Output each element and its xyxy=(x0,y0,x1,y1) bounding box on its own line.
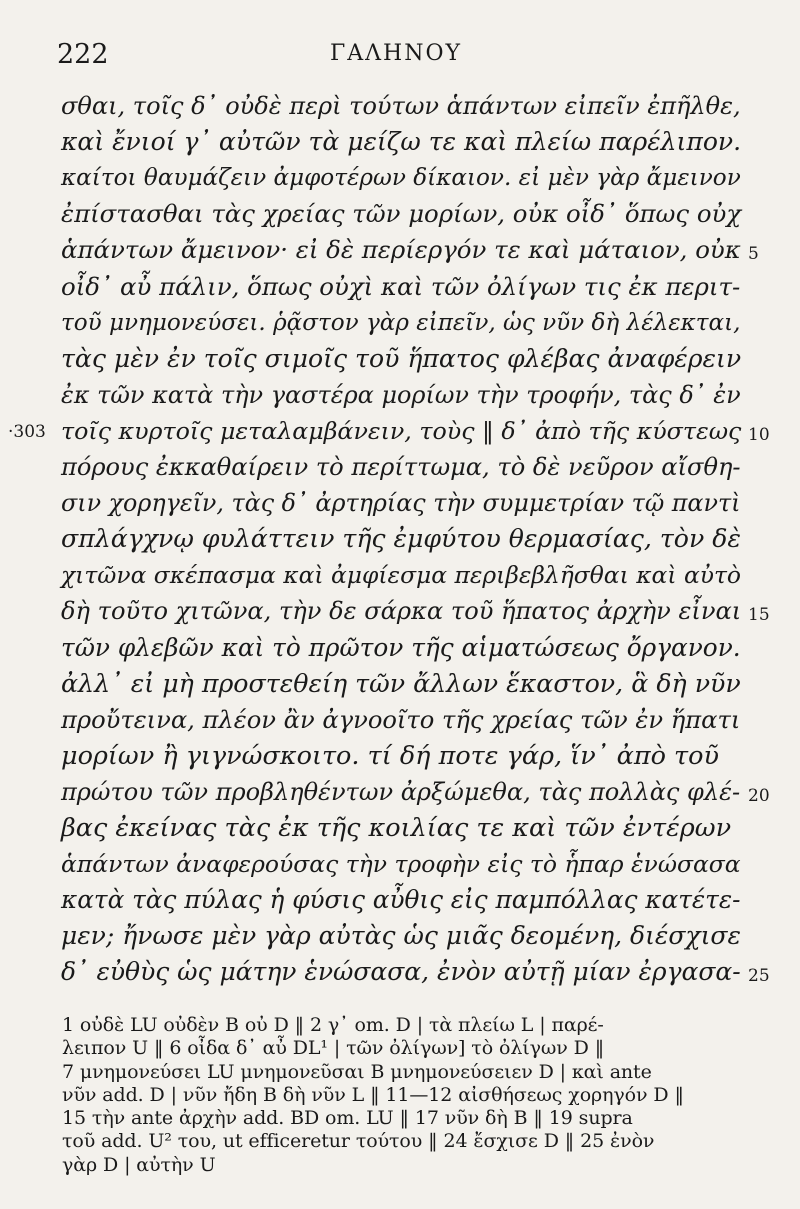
critical-apparatus xyxy=(62,1014,742,1177)
text-line: σιν χορηγεῖν, τὰς δ᾿ ἀρτηρίας τὴν συμμετρίαν τῷ παντὶ xyxy=(61,489,741,518)
apparatus-line: τοῦ add. U² του, ut efficeretur τούτου ‖ 24 ἔσχισε D ‖ 25 ἐνὸν xyxy=(62,1130,655,1153)
text-line: ἀλλ᾿ εἰ μὴ προστεθείη τῶν ἄλλων ἕκαστον, ἃ δὴ νῦν xyxy=(61,668,741,698)
text-line: δ᾿ εὐθὺς ὡς μάτην ἑνώσασα, ἐνὸν αὐτῇ μίαν ἐργασα- xyxy=(61,957,741,987)
text-line: τοῖς κυρτοῖς μεταλαμβάνειν, τοὺς ‖ δ᾿ ἀπὸ τῆς κύστεως xyxy=(61,416,742,445)
text-line: ἁπάντων ἄμεινον· εἰ δὲ περίεργόν τε καὶ μάταιον, οὐκ xyxy=(61,235,741,265)
apparatus-line: 1 οὐδὲ LU οὐδὲν B οὐ D ‖ 2 γ᾿ om. D | τὰ πλείω L | παρέ- xyxy=(62,1014,604,1036)
page-header xyxy=(0,33,800,73)
text-line: βας ἐκείνας τὰς ἐκ τῆς κοιλίας τε καὶ τῶν ἐντέρων xyxy=(61,813,732,843)
line-number: 10 xyxy=(748,424,770,445)
apparatus-line: λειπον U ‖ 6 οἶδα δ᾿ αὖ DL¹ | τῶν ὀλίγων] τὸ ὀλίγων D ‖ xyxy=(62,1037,605,1060)
running-head: ΓΑΛΗΝΟΥ xyxy=(330,41,463,66)
apparatus-line: 15 τὴν ante ἀρχὴν add. BD om. LU ‖ 17 νῦν δὴ B ‖ 19 supra xyxy=(62,1107,633,1130)
text-line: σθαι, τοῖς δ᾿ οὐδὲ περὶ τούτων ἁπάντων εἰπεῖν ἐπῆλθε, xyxy=(61,92,741,120)
text-line: καίτοι θαυμάζειν ἀμφοτέρων δίκαιον. εἰ μὲν γὰρ ἄμεινον xyxy=(61,165,741,192)
margin-page-reference: ·303 xyxy=(8,422,46,442)
apparatus-line: νῦν add. D | νῦν ἤδη B δὴ νῦν L ‖ 11—12 αἰσθήσεως χορηγόν D ‖ xyxy=(62,1083,684,1106)
text-line: ἐκ τῶν κατὰ τὴν γαστέρα μορίων τὴν τροφήν, τὰς δ᾿ ἐν xyxy=(61,380,741,409)
text-line: τὰς μὲν ἐν τοῖς σιμοῖς τοῦ ἥπατος φλέβας ἀναφέρειν xyxy=(61,343,742,373)
line-number: 20 xyxy=(748,785,770,806)
text-line: οἶδ᾿ αὖ πάλιν, ὅπως οὐχὶ καὶ τῶν ὀλίγων τις ἐκ περιτ- xyxy=(61,271,741,301)
text-line: τῶν φλεβῶν καὶ τὸ πρῶτον τῆς αἱματώσεως ὄργανον. xyxy=(61,632,741,662)
page-number: 222 xyxy=(57,39,109,70)
text-line: ἁπάντων ἀναφερούσας τὴν τροφὴν εἰς τὸ ἧπαρ ἑνώσασα xyxy=(61,850,741,879)
line-number: 25 xyxy=(748,966,770,987)
text-line: καὶ ἔνιοί γ᾿ αὐτῶν τὰ μείζω τε καὶ πλείω παρέλιπον. xyxy=(61,127,742,157)
apparatus-line: γὰρ D | αὐτὴν U xyxy=(62,1153,216,1176)
text-line: χιτῶνα σκέπασμα καὶ ἀμφίεσμα περιβεβλῆσθαι καὶ αὐτὸ xyxy=(61,561,741,590)
text-line: σπλάγχνῳ φυλάττειν τῆς ἐμφύτου θερμασίας, τὸν δὲ xyxy=(61,524,741,554)
line-number: 15 xyxy=(748,605,770,626)
apparatus-line: 7 μνημονεύσει LU μνημονεῦσαι B μνημονεύσειεν D | καὶ ante xyxy=(62,1060,652,1083)
text-line: δὴ τοῦτο χιτῶνα, τὴν δε σάρκα τοῦ ἥπατος ἀρχὴν εἶναι xyxy=(61,597,742,626)
text-line: ἐπίστασθαι τὰς χρείας τῶν μορίων, οὐκ οἶδ᾿ ὅπως οὐχ xyxy=(61,199,742,229)
text-line: μεν; ἤνωσε μὲν γὰρ αὐτὰς ὡς μιᾶς δεομένη, διέσχισε xyxy=(61,921,741,951)
text-line: τοῦ μνημονεύσει. ῥᾷστον γὰρ εἰπεῖν, ὡς νῦν δὴ λέλεκται, xyxy=(61,309,741,336)
text-line: μορίων ἢ γιγνώσκοιτο. τί δή ποτε γάρ, ἵν᾿ ἀπὸ τοῦ xyxy=(61,740,719,771)
text-line: πόρους ἐκκαθαίρειν τὸ περίττωμα, τὸ δὲ νεῦρον αἴσθη- xyxy=(61,453,741,481)
line-number: 5 xyxy=(748,244,759,265)
text-line: πρώτου τῶν προβληθέντων ἀρξώμεθα, τὰς πολλὰς φλέ- xyxy=(61,777,741,806)
text-line: κατὰ τὰς πύλας ἡ φύσις αὖθις εἰς παμπόλλας κατέτε- xyxy=(61,885,741,915)
text-line: προὔτεινα, πλέον ἂν ἀγνοοῖτο τῆς χρείας τῶν ἐν ἥπατι xyxy=(61,705,741,734)
